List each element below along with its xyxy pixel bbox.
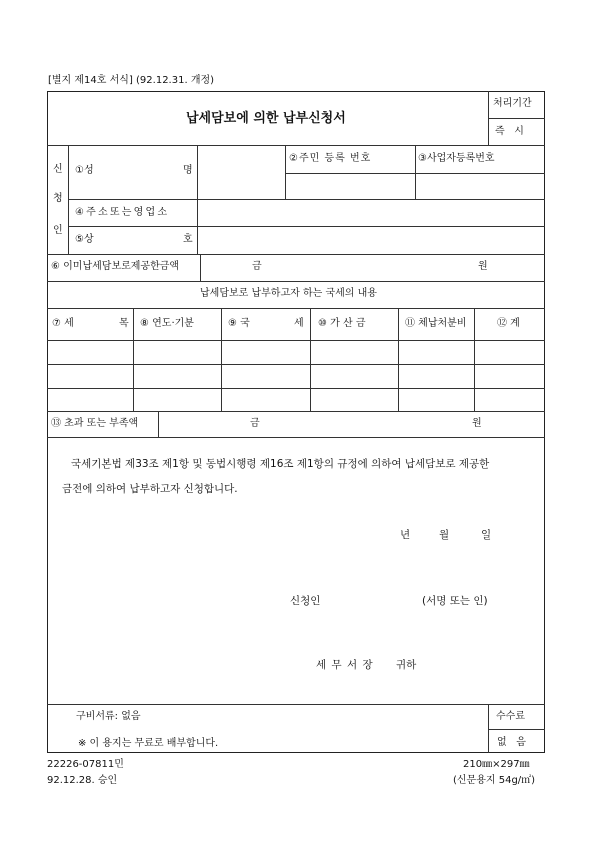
rule <box>488 91 489 145</box>
form-number-note: [별지 제14호 서식] (92.12.31. 개정) <box>48 75 215 86</box>
statement-line-2: 금전에 의하여 납부하고자 신청합니다. <box>62 483 238 495</box>
excess-amount-label: ⑬ 초과 또는 부족액 <box>51 418 139 429</box>
tax-table-row[interactable] <box>48 365 544 387</box>
resident-no-label: ②주민 등록 번호 <box>289 153 372 164</box>
tax-col-year: ⑧ 연도·기분 <box>140 318 194 329</box>
rule <box>47 411 545 412</box>
trade-name-label-end: 호 <box>183 234 193 245</box>
rule <box>47 281 545 282</box>
tax-col-disposition-cost: ⑪ 체납처분비 <box>405 318 467 329</box>
tax-col-item: ⑦ 세 <box>52 318 74 329</box>
resident-no-field[interactable] <box>286 174 414 198</box>
rule <box>488 118 545 119</box>
rule <box>158 411 159 437</box>
tax-col-additional: ⑩ 가 산 금 <box>318 318 366 329</box>
applicant-side-label: 인 <box>53 225 63 236</box>
tax-office-head: 세 무 서 장 <box>316 659 374 671</box>
trade-name-field[interactable] <box>198 227 544 253</box>
tax-col-total: ⑫ 계 <box>497 318 520 329</box>
sign-or-seal-label: (서명 또는 인) <box>422 595 488 607</box>
signature-field[interactable] <box>335 590 415 610</box>
date-year-label: 년 <box>400 529 411 541</box>
business-no-label: ③사업자등록번호 <box>418 153 495 164</box>
excess-amount-currency: 금 <box>250 418 260 429</box>
rule <box>488 145 545 146</box>
fee-label: 수수료 <box>496 711 525 722</box>
rule <box>47 254 545 255</box>
processing-period-label: 처리기간 <box>493 98 532 109</box>
applicant-side-label: 신 <box>53 164 63 175</box>
date-day-label: 일 <box>481 529 492 541</box>
excess-amount-field[interactable] <box>262 413 467 435</box>
approval-date: 92.12.28. 승인 <box>47 775 118 786</box>
existing-amount-unit: 원 <box>478 261 488 272</box>
rule <box>47 437 545 438</box>
free-distribution-note: ※ 이 용지는 무료로 배부합니다. <box>78 738 219 749</box>
tax-col-national-end: 세 <box>294 318 304 329</box>
name-label-end: 명 <box>183 165 193 176</box>
addressee-honorific: 귀하 <box>396 659 417 671</box>
paper-size: 210㎜×297㎜ <box>463 759 530 770</box>
form-title: 납세담보에 의한 납부신청서 <box>186 111 346 126</box>
date-month-label: 월 <box>439 529 450 541</box>
fee-value: 없 음 <box>497 737 526 748</box>
tax-table-row[interactable] <box>48 341 544 363</box>
existing-amount-field[interactable] <box>265 256 473 278</box>
rule <box>68 145 69 254</box>
address-label: ④주소또는영업소 <box>75 207 170 218</box>
tax-table-row[interactable] <box>48 389 544 410</box>
tax-section-title: 납세담보로 납부하고자 하는 국세의 내용 <box>200 288 377 299</box>
existing-amount-label: ⑥ 이미납세담보로제공한금액 <box>51 261 180 272</box>
name-label: ①성 <box>75 165 94 176</box>
applicant-sign-label: 신청인 <box>290 595 321 607</box>
applicant-side-label: 청 <box>53 193 63 204</box>
rule <box>488 704 489 753</box>
name-field[interactable] <box>198 146 284 198</box>
rule <box>47 308 545 309</box>
tax-col-item-end: 목 <box>119 318 129 329</box>
form-code: 22226-07811민 <box>47 759 124 770</box>
required-documents: 구비서류: 없음 <box>76 711 141 722</box>
business-no-field[interactable] <box>416 174 544 198</box>
paper-type: (신문용지 54g/㎡) <box>453 775 536 786</box>
rule <box>200 254 201 281</box>
tax-col-national: ⑨ 국 <box>228 318 250 329</box>
rule <box>488 729 545 730</box>
address-field[interactable] <box>198 200 544 225</box>
rule <box>47 704 545 705</box>
trade-name-label: ⑤상 <box>75 234 94 245</box>
statement-line-1: 국세기본법 제33조 제1항 및 동법시행령 제16조 제1항의 규정에 의하여 납세담보로 제공한 <box>71 458 490 470</box>
existing-amount-currency: 금 <box>252 261 262 272</box>
processing-period-value: 즉 시 <box>495 126 524 137</box>
excess-amount-unit: 원 <box>472 418 482 429</box>
